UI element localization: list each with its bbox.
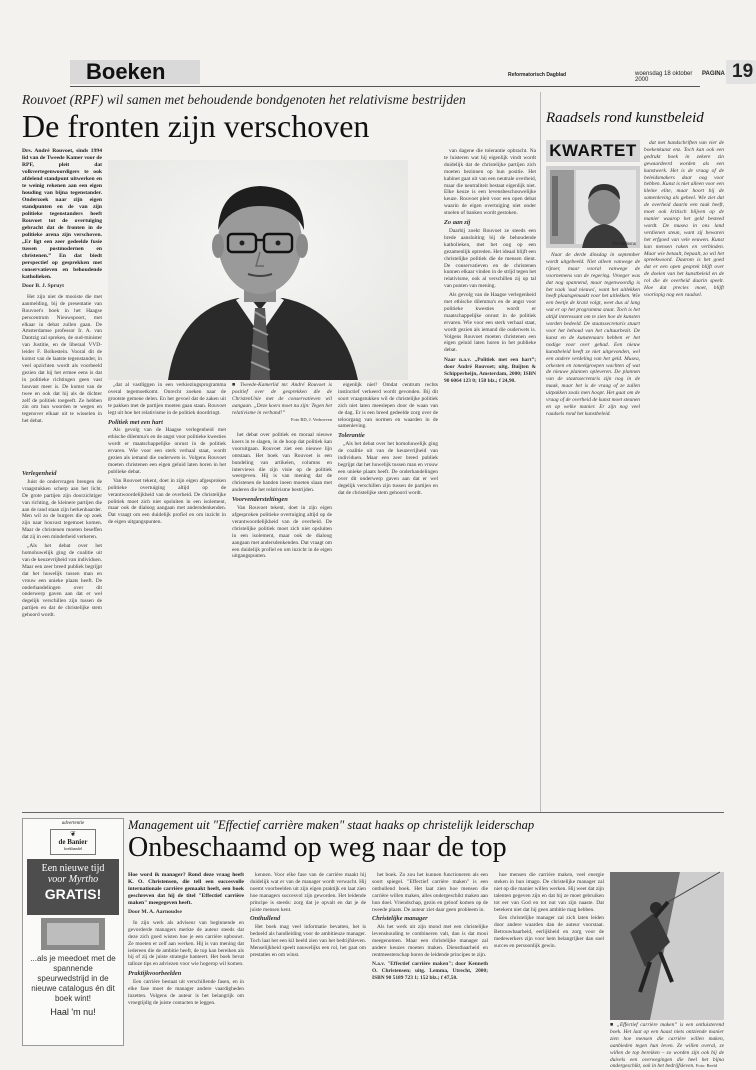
top-text-col4b: „Als het debat over het homohuwelijk ging de coalitie uit van de keuzevrijheid van individuen. Maar een zeer breed publiek begrijpt dat het huwelijk tussen man en vrouw een unieke plaats heeft. De onderhandelingen over dit onderwerp gaven aan dat er wel degelijk verschillen zijn tussen de partijen en dat de christelijke stem gehoord wordt.: [338, 441, 438, 496]
top-photo-credit: Foto RD, J. Verhoeven: [290, 416, 332, 422]
bottom-text-col3b: Als het werk uit zijn mond met een christelijke levenshouding te combineren valt, dan is dat mooi meegenomen. Maar een christelijke manager zal andere keuzes moeten maken. Dienstbaarheid en rentmeesterschap horen de leidende principes te zijn.: [372, 924, 488, 958]
bottom-column-1: [128, 872, 244, 1048]
ad-label: advertentie: [61, 821, 85, 826]
portrait-image: [108, 160, 408, 380]
top-subhead-2: Politiek met een hart: [108, 418, 163, 426]
ad-body: ...als je meedoet met de spannende speurwedstrijd in de nieuwe catalogus én dit boek wint!: [30, 954, 116, 1003]
bottom-column-3: [372, 872, 488, 1048]
date: woensdag 18 oktober 2000: [635, 71, 693, 83]
kwartet-logo: [546, 140, 640, 162]
right-column-text2: dat met handschriften van vier de boekenkunst enz. Toch kan ook een gedrukt boek in zekere zin gewaardeerd worden als een kunstwerk. Het is de vraag of de beleidsmakers daar oog voor hebben. Kunst is niet alleen voor een kleine elite, maar hoort bij de samenleving als geheel. Wie ziet dat de overheid daarin een taak heeft, moet ook kritisch blijven op de manier waarop het geld besteed wordt. De musea in ons land verdienen steun, want zij bewaren het erfgoed van vele eeuwen. Kunst kan mensen raken en verbinden. Maar wie betaalt, bepaalt, zo wil het spreekwoord. Daarom is het goed dat er een open gesprek blijft over de doelen van het kunstbeleid en de rol die de overheid daarin speelt. Hoe dat precies moet, blijft voorlopig nog een raadsel.: [644, 140, 724, 298]
top-text-col3b: Van Rouvoet tekent, doet in zijn eigen afgesproken politieke overtuiging altijd op de verantwoordelijkheid van de overheid. De christelijke politiek moet zich niet opsluiten in een isolement, maar ook de dialoog aangaan met andersdenkenden. Dat vraagt om een duidelijk profiel en om inzicht in de eigen uitgangspunten.: [232, 505, 332, 560]
right-column-text: Naar de derde dinsdag in september wordt uitgebeeld. Niet alleen vanwege de rijtoer, maar vooral vanwege de voornemens van de regering. Vroeger was dat nog spannend, maar tegenwoordig is het vaak 'oud nieuws', want het uitlekken heeft plaatsgemaakt voor het uitlekken. Wie een beetje de krant volgt, weet dus al lang wat er op het programma staat. Toch is het altijd interessant om te zien hoe de kunsten worden bedeeld. De staatssecretaris stuurt voor het behoud van het cultuurbezit. De kunst en de kunstenaars hebben er het nodige voor over gehad. Een nieuw kunstbeleid heeft ze niet uitgevonden, wel een andere verdeling van het geld. Musea, orkesten en toneelgroepen wachten af wat de nieuwe plannen opleveren. De plannen van de staatssecretaris zijn nog in de maak, maar het is de vraag of ze zullen uitpakken zoals men hoopt. Het gaat om de vraag of de overheid de kunst moet steunen en op welke manier. Er zijn nog veel raadsels rond het kunstbeleid.: [546, 252, 641, 417]
top-column-4: [338, 382, 438, 806]
bottom-text-col1b: Een carrière bestaat uit verschillende fasen, en in elke fase moet de manager andere vaardigheden inzetten. Volgens de auteur is het belangrijk om vroegtijdig de juiste contacten te leggen.: [128, 979, 244, 1006]
top-column-5: [444, 148, 536, 808]
columnist-portrait: [546, 166, 640, 248]
top-photo-caption: [232, 382, 332, 428]
right-text-col2: [644, 140, 724, 808]
masthead: [70, 58, 754, 87]
ad-brand-box: [50, 829, 96, 855]
ad-banner: [27, 859, 119, 915]
bottom-headline: Onbeschaamd op weg naar de top: [128, 832, 507, 863]
bottom-column-4: [494, 872, 604, 1048]
top-kicker: Rouvoet (RPF) wil samen met behoudende bondgenoten het relativisme bestrijden: [22, 92, 466, 107]
climber-image: [610, 872, 724, 1020]
top-headline: De fronten zijn verschoven: [22, 108, 370, 144]
top-subhead-3: Voorvendersteltingen: [232, 496, 288, 504]
top-text-col2c: Van Rouvoet tekent, doet in zijn eigen afgesproken politieke overtuiging altijd op de verantwoordelijkheid van de overheid. De christelijke politiek moet zich niet opsluiten in een isolement, maar ook de dialoog aangaan met andersdenkenden. Dat vraagt om een duidelijk profiel en om inzicht in de eigen uitgangspunten.: [108, 477, 226, 526]
bottom-lead: Hoe word ik manager? Rond deze vraag heeft K. O. Christensen, die tell een succesvolle internationale carrière gemaakt heeft, een boek geschreven dat hij de titel "Effectief carrière maken" meegegeven heeft.: [128, 872, 244, 906]
page-label: PAGINA: [702, 71, 725, 77]
top-subhead-5: Zo aan zij: [444, 219, 471, 227]
bottom-caption-text: „Effectief carrière maken” is een ontluisterend boek. Het laat op een haast niets ontziende manier zien hoe mensen die carrière willen maken, aanbieden tegen hun leven. Ze willen overal, ze willen de top bereiken – zo worden zijn ook bij de duivels een overwegingen die heel het bijna ondergeschikt, ook in het bedrijfsleven.: [610, 1022, 724, 1070]
top-column-1: [22, 148, 102, 466]
kwartet-logo-text: KWARTET: [549, 141, 637, 160]
ad-brand-icon: ❦: [70, 830, 76, 838]
top-text-col1b: Juist de ondervragen brengen de vraagstukken scherp aan het licht. De grote partijen zijn doorzichtiger van richting, de kleinere partijen die aan de rand staan zijn herkenbaarder. Men wil zo de burgers die op zoek zijn naar houvast tegemoet komen. Maar de christenen moeten beseffen dat zij in een minderheid verkeren.: [22, 478, 102, 541]
ad-headline-1: Een nieuwe tijd: [41, 863, 105, 874]
top-text-col1c: „Als het debat over het homohuwelijk ging de coalitie uit van de keuzevrijheid van individuen. Maar een zeer breed publiek begrijpt dat het huwelijk tussen man en vrouw een unieke plaats heeft. De onderhandelingen over dit onderwerp gaven aan dat er wel degelijk verschillen zijn tussen de partijen en dat de christelijke stem gehoord wordt.: [22, 543, 102, 619]
bottom-text-col1: In zijn werk als adviseur van beginnende en gevorderde managers merkte de auteur steeds dat deze zich goed wisten hoe je een carrière opbouwt. Ze moeten er zelf aan werken. Hij is van mening dat iedereen die de ambitie heeft, de top kan bereiken als hij of zij de juiste strategie hanteert. Het boek bevat talloze tips en adviezen voor wie hogerop wil komen.: [128, 919, 244, 968]
bottom-photo-credit: Foto: Beeld: [695, 1063, 718, 1069]
bottom-column-2: [250, 872, 366, 1048]
ad-brand: de Banier: [58, 838, 88, 846]
right-heading: Raadsels rond kunstbeleid: [546, 110, 704, 126]
top-caption-text: Tweede-Kamerlid mr. André Rouvoet is positief over de gesprekken die de ChristenUnie met de conservatieven wil aangaan. „Deze koers moet nu zijn: Tegen het relativisme in verband!”: [232, 382, 332, 416]
ad-brand-sub: boekhandel: [63, 846, 83, 851]
section-divider: [22, 812, 724, 813]
paper-name: Reformatorisch Dagblad: [508, 72, 567, 78]
advertisement: [22, 818, 124, 1046]
bottom-caption-bullet-icon: ■: [610, 1022, 617, 1028]
bottom-text-col4: hoe mensen die carrière maken, veel energie steken in hun imago. De christelijke manager zal niet op die manier willen werken. Hij weet dat zijn talenten gegeven zijn en dat hij ze moet gebruiken tot eer van God en tot nut van zijn naaste. Dat betekent niet dat hij geen ambitie mag hebben.: [494, 872, 604, 913]
top-text-col4: eigenlijk niet? Omdat centrum rechts instinctief verkeerd wordt gevonden. Bij dit soort vraagstukken wil de christelijke politiek zich niet laten meeslepen door de waan van de dag. Er is een breed gedeelde zorg over de teloorgang van normen en waarden in de samenleving.: [338, 382, 438, 430]
columnist-photo: [546, 166, 640, 248]
bottom-subhead-2: Onthullend: [250, 915, 281, 923]
top-byline: Door B. J. Spruyt: [22, 283, 65, 289]
columnist-name: Ton Willems: [611, 241, 636, 246]
top-text-col1: Het zijn niet de mooiste die met aanmelding, bij de presentatie van Rouvoet's boek in het Haagse perscentrum Nieuwspoort, met elkaar in debat zullen gaan. De Amsterdamse professor Ir. A. van Dantzig zal spreken, de oud-minister van Justitie, en de liberaal VVD-leider F. Bolkestein. Vooral dit de komst van de laatste tegenstander, in veel opzichten wordt als voorbeeld gezien dat hij het ermee eens is dat in politieke richtingen geen vast houvast meer is. De komst van de twee en ook dat hij als de dichter zelf de politiek toegeeft. Ze hebben zin om hun woorden te wegen en tegenover elkaar uit te wisselen in het debat.: [22, 293, 102, 425]
top-subhead-1: Verlegenheid: [22, 470, 57, 477]
top-lead: Drs. André Rouvoet, sinds 1994 lid van de Tweede Kamer voor de RPF, pleit dat volkvertegenwoordigers te ook afdelend standpunt uitwerken en te weinig rekenen aan een eigen houding van bijna tegenstander. Onderzoek naar zijn eigen standpunten en de van zijn politieke tegenstanders heeft Rouvoet tot de overtuiging gebracht dat de fronten in de politieke arena zijn verschoven. „Er ligt een zeer gedeelde fusie tussen postmodernen en christenen.” En dat biedt perspectief op gesprekken met conservatieven en behoudende katholieken.: [22, 148, 102, 280]
top-text-col3: het debat over politiek en moraal nieuwe koers in te slagen, in de hoop dat politiek kan vooruitgaan. Rouvoet ziet een nieuwe lijn ontstaan. Het boek van Rouvoet is een bundeling van artikelen, columns en interviews die zijn visie op de politiek weergeven. Hij is van mening dat de christenen de handen ineen moeten slaan met anderen die het relativisme bestrijden.: [232, 432, 332, 494]
rouvoet-photo: [108, 160, 408, 380]
column-divider: [540, 92, 541, 812]
section-title: Boeken: [86, 59, 166, 84]
bottom-byline: Door M. A. Aarnoudse: [128, 909, 182, 915]
ad-book-image: [41, 918, 105, 950]
right-text-col1: [546, 252, 640, 808]
top-column-1b: [22, 468, 102, 806]
ad-headline-3: GRATIS!: [44, 886, 102, 902]
bottom-photo-caption: [610, 1022, 724, 1070]
ad-headline-2: voor Myrtho: [47, 874, 99, 885]
top-column-3: [232, 432, 332, 806]
bottom-subhead-1: Praktijkvoorbeelden: [128, 970, 182, 978]
page-number: 19: [732, 61, 754, 82]
bottom-book-info: N.a.v. "Effectief carrière maken"; door Kenneth O. Christensen; uitg. Lemma, Utrecht, 2000; ISBN 90 5189 723 1; 152 blz.; f 47,50.: [372, 960, 488, 981]
top-book-info: Naar n.a.v. „Politiek met een hart”; door André Rouvoet; uitg. Buijten & Schipperheijn, Amsterdam, 2000; ISBN 90 6064 123 0; 158 blz.; f 24,90.: [444, 357, 536, 384]
bottom-text-col4b: Een christelijke manager zal zich laten leiden door andere waarden dan de auteur voorstaat. Betrouwbaarheid, eerlijkheid en zorg voor de medewerkers zijn voor hem belangrijker dan snel succes en persoonlijk gewin.: [494, 915, 604, 950]
top-text-col2: „dat al vastliggen in een verkiezingsprogramma overal tegemoetkomt. Onrecht zoeken naar de grootste gemene delen. En het gevoel dat de zaken uit te pakken met de partijen moeten gaan staan. Rouvoet legt uit hoe het relativisme in de politiek doordringt.: [108, 382, 226, 416]
top-column-2: [108, 382, 226, 806]
bottom-text-col3: het boek. Zo zou het kunnen functioneren als een soort spiegel. "Effectief carrière maken" is een onthullend boek. Het laat zien hoe mensen die carrière willen maken, alles ondergeschikt maken aan hun doel. Vriendschap, gezin en geloof komen op de tweede plaats. De auteur ziet daar geen probleem in.: [372, 872, 488, 913]
top-subhead-4: Tolerantie: [338, 432, 365, 440]
top-text-col5c: Als gevolg van de Haagse verlegenheid met ethische dilemma's en de angst voor politieke kwesties wordt er maatschappelijke onrust in de politiek ervaren. Wie voor een sterk verhaal staat, wordt gezien als iemand die ouderwets is. Volgens Rouvoet moeten christenen een eigen geluid laten horen in het publieke debat.: [444, 292, 536, 354]
bottom-kicker: Management uit "Effectief carrière maken" staat haaks op christelijk leiderschap: [128, 818, 535, 832]
caption-bullet-icon: ■: [232, 382, 241, 388]
top-text-col5b: Daarbij zoekt Rouvoet ze steeds een brede aansluiting bij de behoudende katholieken, met het oog op een gezamenlijk optreden. Het ideaal blijft een christelijke politiek die de mensen dient. De conservatieven en de christenen kunnen elkaar vinden in de strijd tegen het relativisme, ook al verschillen zij op tal van punten van mening.: [444, 227, 536, 290]
climber-photo: [610, 872, 724, 1020]
bottom-text-col2b: Het boek mag veel informatie bevatten, het is bedoeld als handleiding voor de ambitieuze manager. Toch laat het een kil beeld zien van het bedrijfsleven. Menselijkheid speelt nauwelijks een rol, het gaat om prestaties en om winst.: [250, 924, 366, 958]
bottom-text-col2: kennen. Voor elke fase van de carrière maakt hij duidelijk wat er van de manager wordt verwacht. Hij noemt voorbeelden uit zijn eigen praktijk en laat zien hoe managers succesvol zijn geworden. Het leidende principe is steeds: zorg dat je opvalt en dat je de juiste mensen kent.: [250, 872, 366, 913]
top-text-col5: van dagene die tolerantie opbracht. Na te luisteren wat hij eigenlijk vindt wordt duidelijk dat de christelijke partijen zich moeten bezinnen op hun positie. Het kabinet gaat uit van een neutrale overheid, maar die neutraliteit bestaat eigenlijk niet. Elke keuze is een levensbeschouwelijke keuze. Rouvoet pleit voor een open debat waarin de eigen overtuiging niet onder stoelen of banken wordt gestoken.: [444, 148, 536, 217]
top-text-col2b: Als gevolg van de Haagse verlegenheid met ethische dilemma's en de angst voor politieke kwesties wordt er maatschappelijke onrust in de politiek ervaren. Wie voor een sterk verhaal staat, wordt gezien als iemand die ouderwets is. Volgens Rouvoet moeten christenen een eigen geluid laten horen in het publieke debat.: [108, 427, 226, 475]
bottom-subhead-3: Christelijke manager: [372, 915, 428, 923]
ad-cta[interactable]: Haal 'm nu!: [50, 1007, 96, 1017]
